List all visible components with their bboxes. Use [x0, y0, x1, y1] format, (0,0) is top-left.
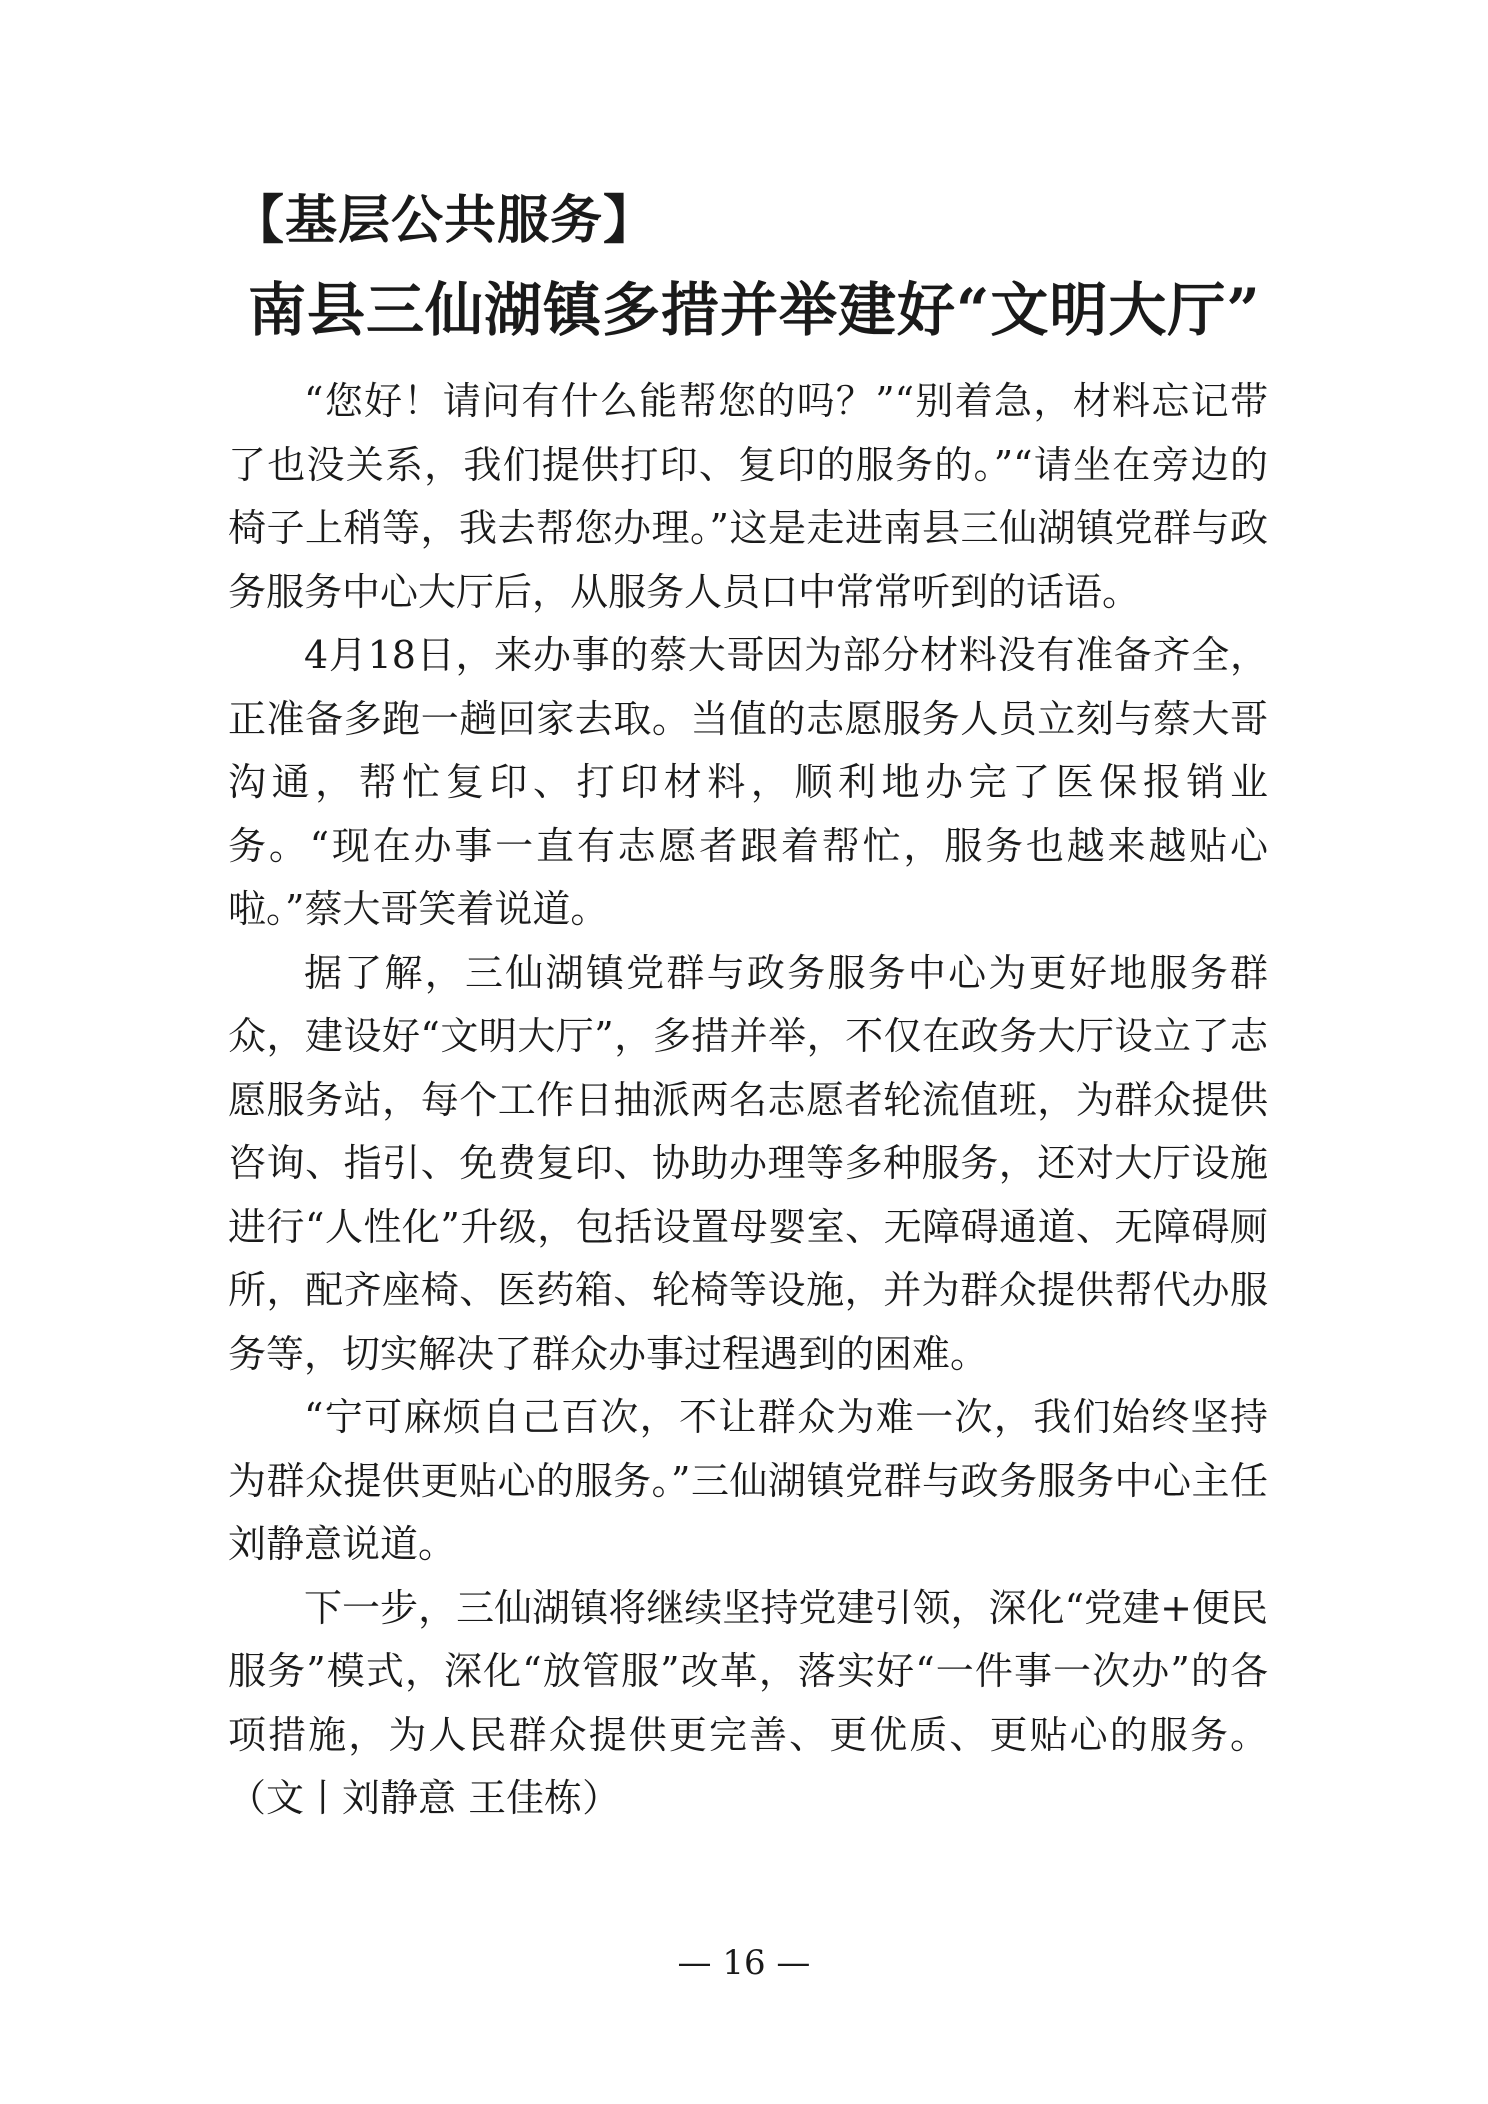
paragraph: 4月18日，来办事的蔡大哥因为部分材料没有准备齐全，正准备多跑一趟回家去取。当值的志愿服务人员立刻与蔡大哥沟通，帮忙复印、打印材料，顺利地办完了医保报销业务。“现在办事一直有志愿者跟着帮忙，服务也越来越贴心啦。”蔡大哥笑着说道。	[228, 633, 1268, 931]
section-tag: 【基层公共服务】	[232, 191, 657, 251]
article-body	[228, 370, 1268, 1831]
article-title: 南县三仙湖镇多措并举建好“文明大厅”	[248, 276, 1261, 344]
paragraph: “宁可麻烦自己百次，不让群众为难一次，我们始终坚持为群众提供更贴心的服务。”三仙湖镇党群与政务服务中心主任刘静意说道。	[228, 1395, 1268, 1566]
paragraph: 据了解，三仙湖镇党群与政务服务中心为更好地服务群众，建设好“文明大厅”，多措并举，不仅在政务大厅设立了志愿服务站，每个工作日抽派两名志愿者轮流值班，为群众提供咨询、指引、免费复印、协助办理等多种服务，还对大厅设施进行“人性化”升级，包括设置母婴室、无障碍通道、无障碍厕所，配齐座椅、医药箱、轮椅等设施，并为群众提供帮代办服务等，切实解决了群众办事过程遇到的困难。	[228, 950, 1268, 1376]
paragraph: “您好！请问有什么能帮您的吗？”“别着急，材料忘记带了也没关系，我们提供打印、复印的服务的。”“请坐在旁边的椅子上稍等，我去帮您办理。”这是走进南县三仙湖镇党群与政务服务中心大厅后，从服务人员口中常常听到的话语。	[228, 379, 1268, 614]
page-number: — 16 —	[677, 1943, 811, 1983]
paragraph: 下一步，三仙湖镇将继续坚持党建引领，深化“党建+便民服务”模式，深化“放管服”改革，落实好“一件事一次办”的各项措施，为人民群众提供更完善、更优质、更贴心的服务。（文丨刘静意 王佳栋）	[228, 1585, 1268, 1820]
